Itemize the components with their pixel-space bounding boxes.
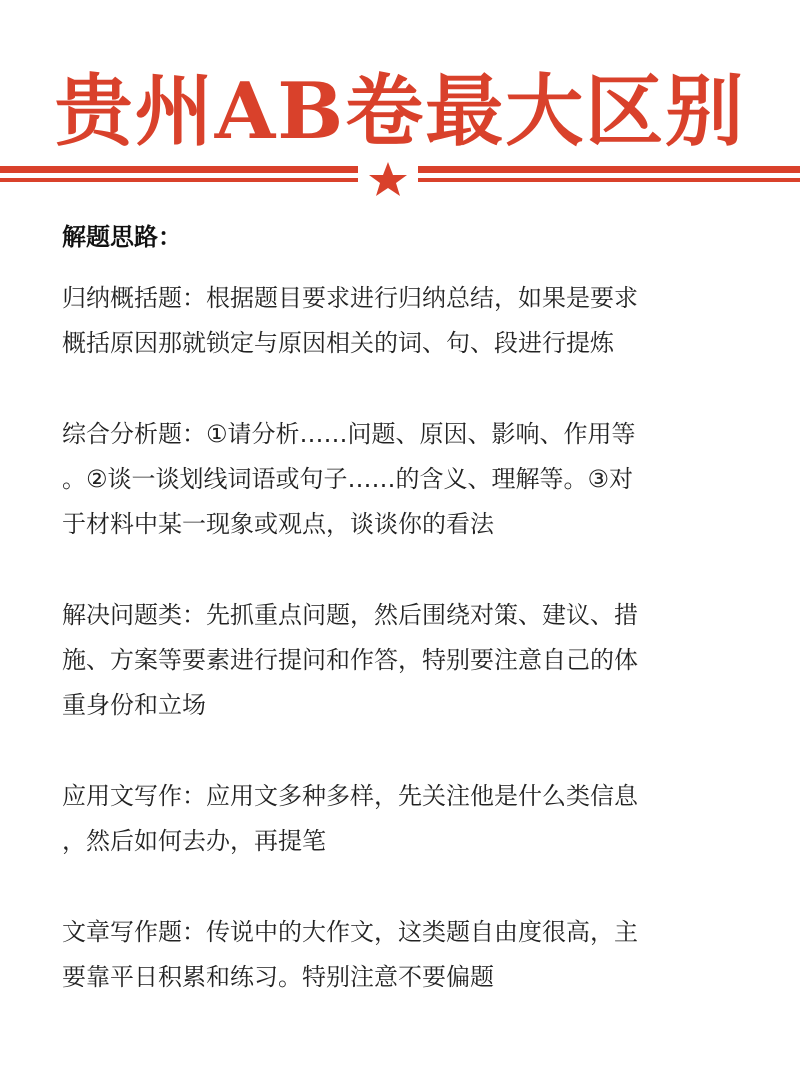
paragraph-line: ，然后如何去办，再提笔 (62, 827, 326, 855)
section-analysis (62, 412, 752, 547)
paragraph-line: 施、方案等要素进行提问和作答，特别要注意自己的体 (62, 646, 638, 674)
paragraph-line: 应用文写作：应用文多种多样，先关注他是什么类信息 (62, 782, 638, 810)
paragraph-line: 文章写作题：传说中的大作文，这类题自由度很高，主 (62, 918, 638, 946)
title-divider (0, 160, 800, 196)
content-body (62, 214, 752, 1000)
section-applied-writing (62, 774, 752, 864)
paragraph-line: 要靠平日积累和练习。特别注意不要偏题 (62, 963, 494, 991)
divider-right-line-top (418, 166, 800, 173)
divider-right-line-bottom (418, 178, 800, 182)
section-heading: 解题思路： (62, 223, 182, 251)
divider-left-line-bottom (0, 178, 358, 182)
paragraph-line: 重身份和立场 (62, 691, 206, 719)
section-summary (62, 276, 752, 366)
page-title: 贵州AB卷最大区别 (54, 66, 746, 157)
paragraph-line: 综合分析题：①请分析……问题、原因、影响、作用等 (62, 420, 636, 448)
paragraph-line: 解决问题类：先抓重点问题，然后围绕对策、建议、措 (62, 601, 638, 629)
star-icon (369, 162, 407, 196)
paragraph-line: 归纳概括题：根据题目要求进行归纳总结，如果是要求 (62, 284, 638, 312)
section-problem-solving (62, 593, 752, 728)
divider-left-line-top (0, 166, 358, 173)
paragraph-line: 概括原因那就锁定与原因相关的词、句、段进行提炼 (62, 329, 614, 357)
section-essay-writing (62, 910, 752, 1000)
paragraph-line: 于材料中某一现象或观点，谈谈你的看法 (62, 510, 494, 538)
paragraph-line: 。②谈一谈划线词语或句子……的含义、理解等。③对 (62, 465, 634, 493)
